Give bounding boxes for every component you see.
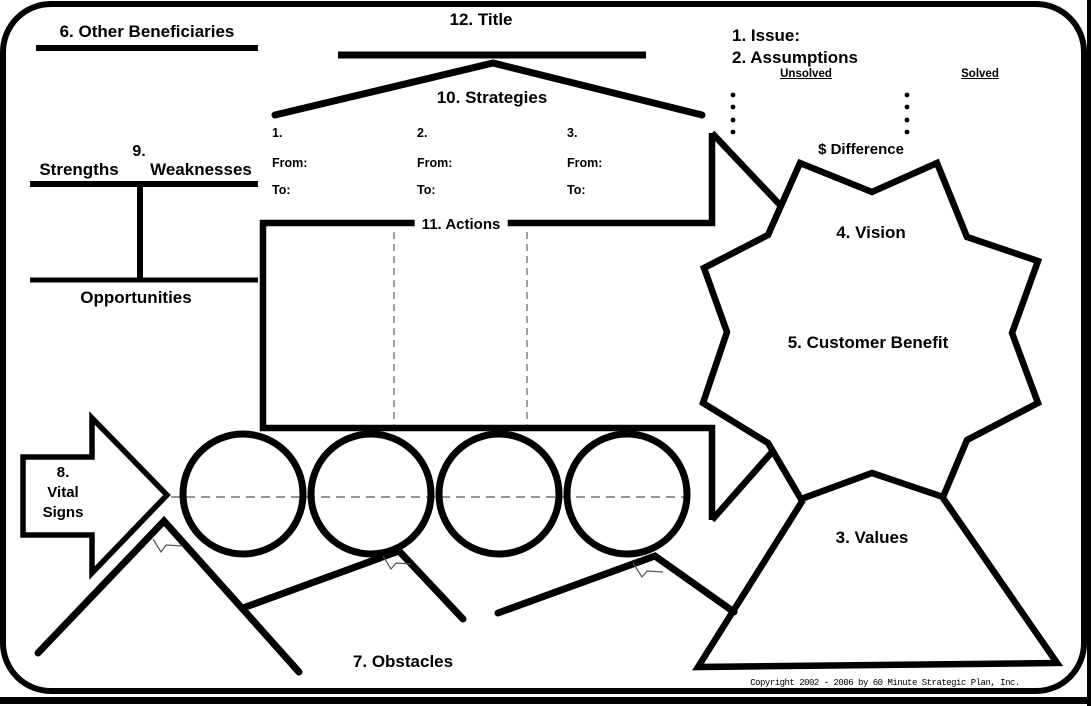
actions-box-outline [263,133,712,520]
customer-benefit-starburst [703,163,1038,499]
vital-sign-circle-2 [311,434,431,554]
right-edge-bar [1087,0,1091,706]
assumption-dots-solved [905,93,910,135]
actions-label: 11. Actions [415,216,508,233]
vision-label: 4. Vision [836,223,906,242]
obstacle-mountain-1 [38,521,299,672]
values-label: 3. Values [835,528,909,547]
pointer-bottom-diagonal-line [712,452,772,520]
pointer-top-diagonal-line [712,133,781,206]
strategy-1-from-label: From: [272,156,308,170]
vital-sign-circle-1 [183,434,303,554]
unsolved-column-label: Unsolved [780,68,832,80]
difference-label: $ Difference [818,141,904,158]
strategy-3-to-label: To: [567,183,586,197]
vital-sign-circle-4 [567,434,687,554]
strategy-2-number: 2. [417,126,428,140]
vital-signs-word1-label: Vital [47,484,79,501]
obstacle-mountain-3 [498,556,734,613]
strategy-3-number: 3. [567,126,578,140]
strategy-2-from-label: From: [417,156,453,170]
strategy-2-to-label: To: [417,183,436,197]
swot-number-label: 9. [132,143,146,160]
strategies-label: 10. Strategies [436,88,548,107]
obstacle-mountain-2 [243,551,463,619]
copyright-text: Copyright 2002 - 2006 by 60 Minute Strategic Plan, Inc. [750,678,1020,688]
solved-column-label: Solved [961,68,999,80]
obstacles-label: 7. Obstacles [352,652,454,671]
issue-label: 1. Issue: [732,26,801,45]
customer-benefit-label: 5. Customer Benefit [787,333,949,352]
vital-signs-arrow [23,418,167,573]
other-beneficiaries-label: 6. Other Beneficiaries [59,22,235,41]
values-trapezoid [698,498,1057,667]
assumptions-label: 2. Assumptions [732,48,858,67]
strategy-3-from-label: From: [567,156,603,170]
bottom-edge-bar [0,697,1091,704]
vital-signs-number-label: 8. [56,464,70,481]
weaknesses-label: Weaknesses [150,160,252,179]
vital-sign-circle-3 [439,434,559,554]
strategy-1-to-label: To: [272,183,291,197]
vital-signs-word2-label: Signs [42,504,84,521]
title-label: 12. Title [449,10,513,29]
strengths-label: Strengths [39,160,119,179]
assumption-dots-unsolved [731,93,736,135]
opportunities-label: Opportunities [80,288,192,307]
strategy-1-number: 1. [272,126,283,140]
